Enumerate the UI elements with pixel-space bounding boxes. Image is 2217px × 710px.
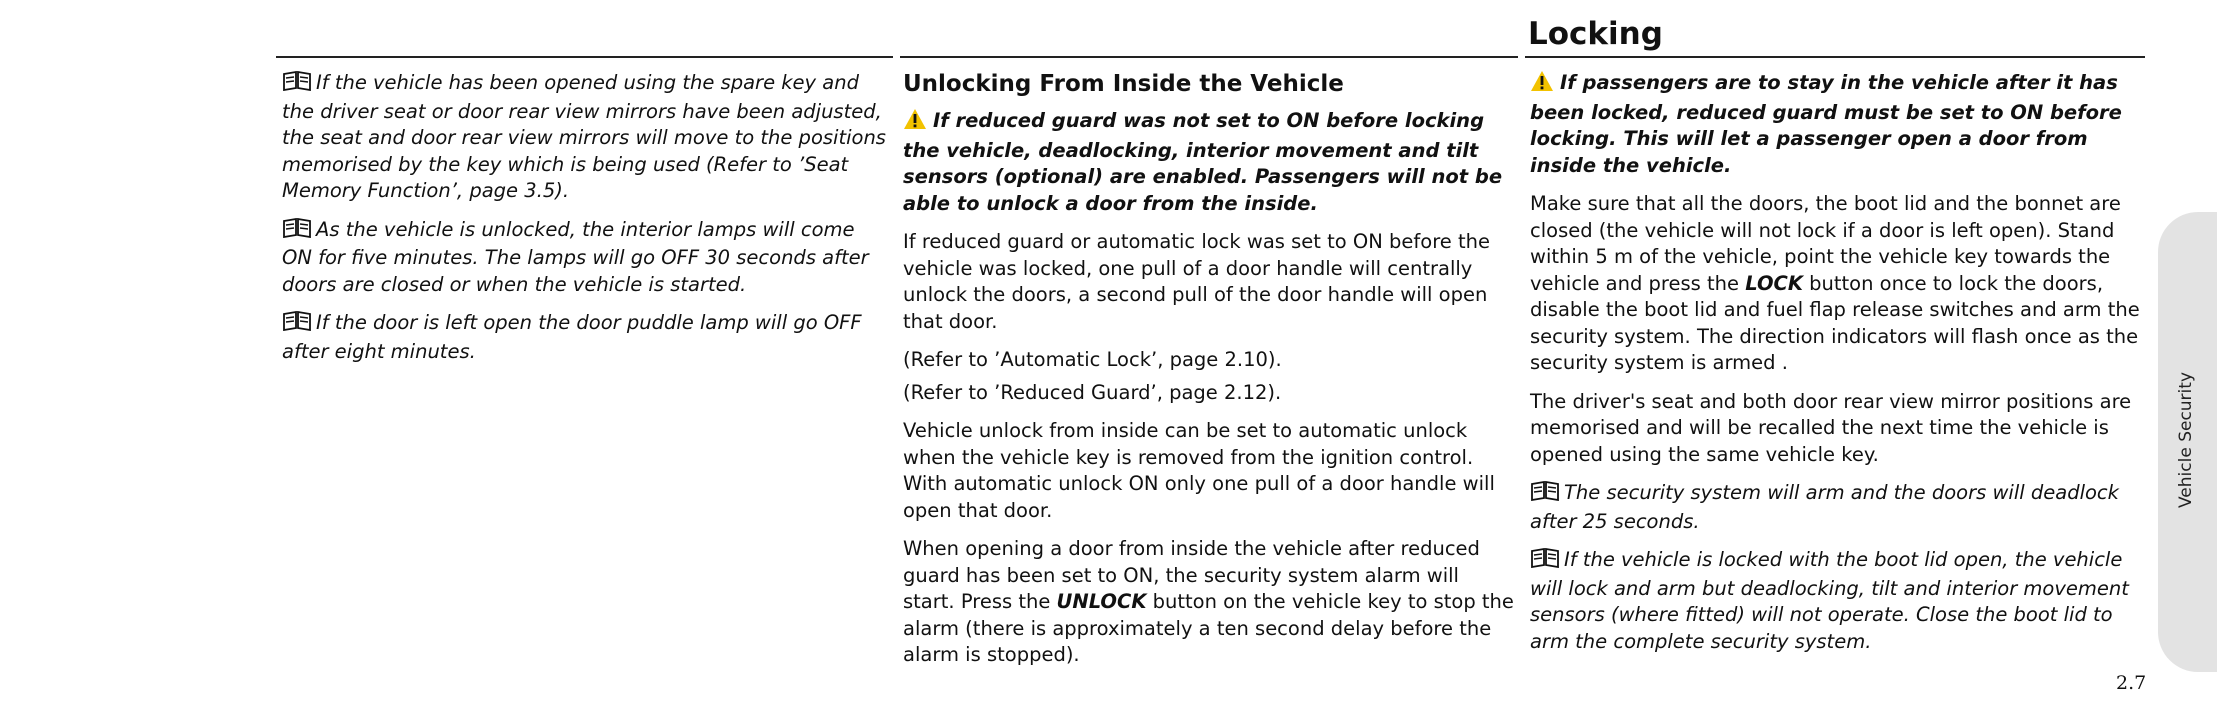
column-middle	[903, 70, 1515, 681]
reference-automatic-lock: (Refer to ’Automatic Lock’, page 2.10).	[903, 348, 1282, 371]
paragraph-unlock-pull: If reduced guard or automatic lock was set to ON before the vehicle was locked, one pull of a door handle will centrally unlock the doors, a second pull of the door handle will open that door.	[903, 230, 1491, 333]
note-interior-lamps	[282, 217, 890, 299]
book-icon	[282, 71, 312, 99]
note-text: As the vehicle is unlocked, the interior lamps will come ON for five minutes. The lamps will go OFF 30 seconds after doors are closed or when the vehicle is started.	[282, 217, 869, 296]
paragraph-text: When opening a door from inside the vehicle after reduced guard has been set to ON, the security system alarm will start. Press the	[903, 537, 1480, 613]
book-icon	[1530, 548, 1560, 576]
header-rule-right	[1525, 56, 2145, 58]
book-icon	[282, 218, 312, 246]
warning-icon	[903, 108, 927, 138]
note-seat-memory	[282, 70, 890, 205]
reference-reduced-guard: (Refer to ’Reduced Guard’, page 2.12).	[903, 380, 1282, 404]
warning-text: If reduced guard was not set to ON before locking the vehicle, deadlocking, interior movement and tilt sensors (optional) are enabled. Passengers will not be able to unlock a door from the inside.	[903, 109, 1503, 215]
note-text: If the vehicle has been opened using the spare key and the driver seat or door rear view mirrors have been adjusted, the seat and door rear view mirrors will move to the positions memorised by the key which is being used (Refer to ’Seat Memory Function’, page 3.5).	[282, 71, 886, 202]
column-left	[282, 70, 890, 377]
note-deadlock	[1530, 480, 2142, 535]
subsection-heading: Unlocking From Inside the Vehicle	[903, 71, 1344, 97]
note-boot-lid	[1530, 547, 2142, 655]
paragraph-memory: The driver's seat and both door rear view mirror positions are memorised and will be recalled the next time the vehicle is opened using the same vehicle key.	[1530, 389, 2132, 466]
unlock-button-label: UNLOCK	[1056, 590, 1147, 613]
book-icon	[282, 311, 312, 339]
warning-reduced-guard	[903, 108, 1515, 217]
note-text: If the vehicle is locked with the boot lid open, the vehicle will lock and arm but deadlocking, tilt and interior movement sensors (where fitted) will not operate. Close the boot lid to arm the complete security system.	[1530, 548, 2129, 653]
paragraph-alarm	[903, 536, 1515, 669]
note-text: If the door is left open the door puddle lamp will go OFF after eight minutes.	[282, 311, 862, 363]
warning-icon	[1530, 70, 1554, 100]
note-text: The security system will arm and the doors will deadlock after 25 seconds.	[1530, 481, 2119, 533]
paragraph-text: Make sure that all the doors, the boot lid and the bonnet are closed (the vehicle will not lock if a door is left open). Stand within 5 m of the vehicle, point the vehicle key towards the vehicle and press the	[1530, 192, 2121, 295]
column-right	[1530, 70, 2142, 667]
header-rule-middle	[900, 56, 1518, 58]
book-icon	[1530, 481, 1560, 509]
side-tab-label: Vehicle Security	[2176, 371, 2196, 509]
warning-text: If passengers are to stay in the vehicle after it has been locked, reduced guard must be set to ON before locking. This will let a passenger open a door from inside the vehicle.	[1530, 71, 2122, 177]
header-rule-left	[276, 56, 893, 58]
warning-passengers	[1530, 70, 2142, 179]
paragraph-text: button once to lock the doors, disable the boot lid and fuel flap release switches and arm the security system. The direction indicators will flash once as the security system is armed .	[1530, 271, 2140, 374]
paragraph-lock-procedure	[1530, 191, 2142, 377]
section-title: Locking	[1528, 16, 1663, 52]
page-number: 2.7	[2116, 672, 2147, 694]
paragraph-text: button on the vehicle key to stop the alarm (there is approximately a ten second delay before the alarm is stopped).	[903, 590, 1514, 666]
paragraph-auto-unlock: Vehicle unlock from inside can be set to automatic unlock when the vehicle key is removed from the ignition control. With automatic unlock ON only one pull of a door handle will open that door.	[903, 419, 1495, 522]
lock-button-label: LOCK	[1745, 271, 1803, 295]
note-puddle-lamp	[282, 310, 890, 365]
